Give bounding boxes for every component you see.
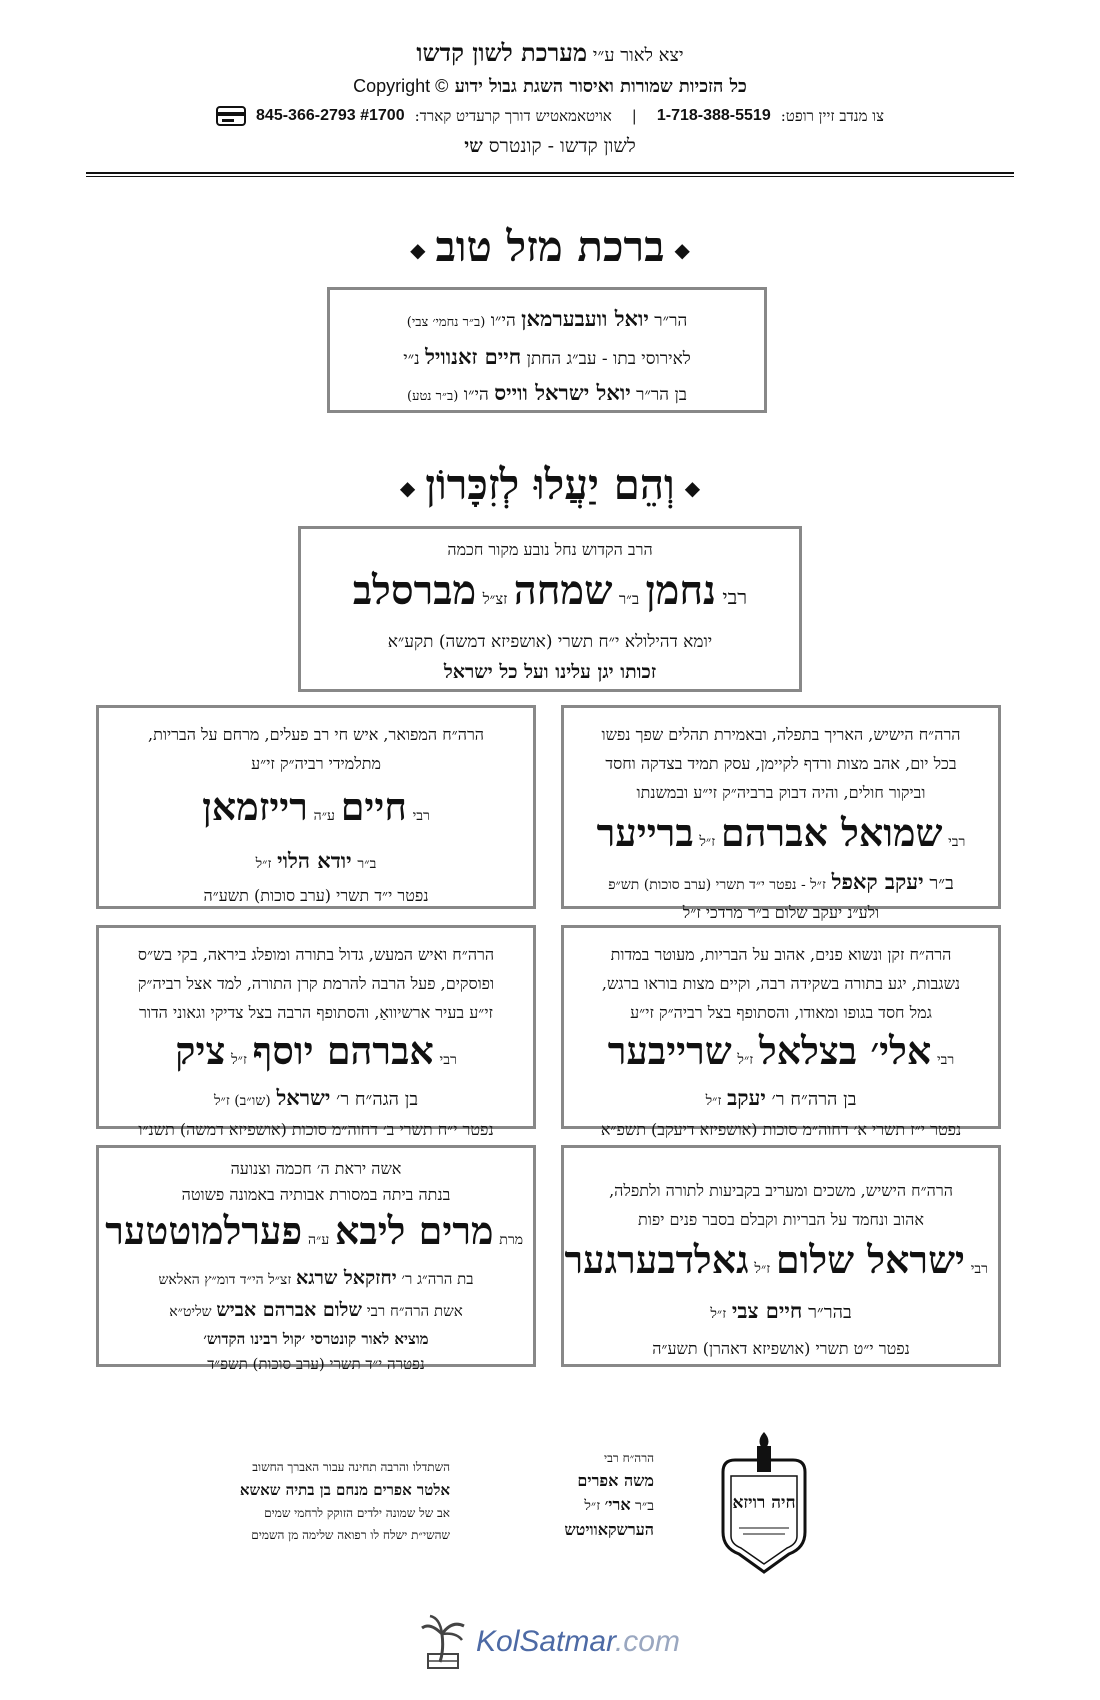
credit-card-icon <box>216 106 246 126</box>
memorial-foot: נפטרה י״ד תשרי (ערב סוכות) תשפ״ד <box>207 1355 425 1373</box>
name: אלטר אפרים מנחם בן בתיה שאשא <box>239 1481 450 1499</box>
text: (ב״ר נטע) <box>407 389 459 404</box>
text: שליט״א <box>169 1304 212 1320</box>
memorial-title-text: וְהֵם יַעֲלוּ לְזִכָּרוֹן <box>425 460 675 509</box>
name: חיים זאנוויל <box>425 344 522 369</box>
kuntres-line <box>86 130 1014 162</box>
kolsatmar-logo[interactable] <box>420 1612 680 1672</box>
name: יעקב <box>727 1085 766 1110</box>
memorial-father <box>109 1084 523 1115</box>
text: ז״ל <box>584 1498 601 1514</box>
name: חיים צבי <box>731 1298 803 1323</box>
copyright-line <box>86 71 1014 102</box>
memorial-father <box>574 1084 988 1115</box>
mazal-line-2 <box>330 340 764 376</box>
name: יודא הלוי <box>277 848 352 873</box>
mazal-line-3 <box>330 376 764 414</box>
text: בת הרה״ג ר׳ <box>401 1270 474 1288</box>
text: ב״ר <box>929 873 954 894</box>
nachman-yahrzeit: יומא דהילולא י״ח תשרי (אושפיזא דמשה) תקע״א <box>387 632 713 652</box>
name: מרים ליבא <box>334 1208 494 1253</box>
copyright-text: Copyright © <box>353 76 449 96</box>
text: ב״ר <box>357 856 377 872</box>
text: בנתה ביתה במסורת אבותיה באמונה פשוטה <box>181 1185 451 1204</box>
text: אשת הרה״ח רבי <box>366 1302 463 1320</box>
text: הרה״ח ואיש המעש, גדול בתורה ומופלג ביראה, בקי בש״ס <box>137 945 495 964</box>
nachman-epithet: הרב הקדוש נחל נובע מקור חכמה <box>447 540 653 559</box>
name: משה אפרים <box>577 1471 654 1490</box>
memorial-name <box>105 1208 523 1263</box>
text: השתדלו והרבה תחינה עבור האברך החשוב <box>252 1460 450 1474</box>
text: (ב״ר נחמי׳ צבי) <box>406 315 486 330</box>
memorial-foot: נפטר י״ח תשרי ב׳ דחוה״מ סוכות (אושפיזא דמשה) תשנ״ו <box>138 1120 494 1139</box>
text: ז״ל <box>255 856 272 872</box>
text: אהוב ונחמד על הבריות וקבלם בסבר פנים יפות <box>638 1210 924 1229</box>
name: שמחה <box>513 567 613 614</box>
memorial-father <box>109 845 523 880</box>
name: יעקב קאפל <box>831 869 924 894</box>
text: .com <box>614 1625 680 1658</box>
name: ברייער <box>596 810 694 855</box>
text: בן הר״ר <box>636 385 687 405</box>
text: רבי <box>948 834 966 850</box>
name: שלום אברהם אביש <box>216 1299 362 1321</box>
text: רבי <box>970 1261 988 1277</box>
text: בהר״ר <box>808 1302 852 1323</box>
diamond-icon: ◆ <box>674 238 690 262</box>
text: זצ״ל <box>482 590 508 608</box>
text: ב״ר <box>618 590 640 608</box>
text: אשה יראת ה׳ חכמה וצנועה <box>230 1159 402 1178</box>
mazal-line-1 <box>330 302 764 340</box>
nachman-merit: זכותו יגן עלינו ועל כל ישראל <box>443 661 657 683</box>
name: יואל ישראל ווייס <box>494 380 631 405</box>
text: מרת <box>499 1232 523 1248</box>
card-label: אויטאמאטיש דורך קרעדיט קארד: <box>414 107 612 125</box>
name: חיים <box>340 784 407 829</box>
card-phone: 845-366-2793 #1700 <box>256 107 405 124</box>
footer-dedication-1 <box>536 1448 654 1543</box>
text: נשגבות, יגע בתורה בשקידה רבה, וקיים מצות בוראו ברגש, <box>601 974 961 993</box>
text: ז״ל <box>705 1093 722 1109</box>
candle-name: חיה רויזא <box>732 1493 796 1513</box>
site-name <box>476 1625 680 1659</box>
memorial-box-schreiber <box>561 925 1001 1139</box>
text: ז״ל <box>699 834 716 850</box>
memorial-publisher-note: מוציא לאור קונטרסי ׳קול רבינו הקדוש׳ <box>203 1330 429 1348</box>
text: הרה״ח הישיש, האריך בתפלה, ובאמירת תהלים שפך נפשו <box>601 725 961 744</box>
name: הערשקאוויטש <box>564 1520 654 1539</box>
text: רבי <box>722 585 748 609</box>
text: ז״ל <box>710 1306 727 1322</box>
donate-phone: 1-718-388-5519 <box>656 107 771 124</box>
text: הי״ו <box>490 311 516 331</box>
memorial-name <box>564 1234 988 1295</box>
header-rule <box>86 172 1014 174</box>
memorial-father <box>574 1295 988 1330</box>
rebbe-nachman-box <box>298 526 802 692</box>
text: נ״י <box>403 349 420 369</box>
memorial-foot: נפטר י״ט תשרי (אושפיזא דאהרן) תשע״ה <box>652 1339 910 1358</box>
text: שהשי״ת ישלח לו רפואה שלימה מן השמים <box>251 1528 450 1542</box>
text: (שו״ב) ז״ל <box>213 1093 271 1109</box>
name: נחמן <box>645 567 717 614</box>
memorial-husband <box>109 1295 523 1327</box>
memorial-box-breuer <box>561 705 1001 922</box>
text: הר״ר <box>654 311 688 331</box>
name: יחזקאל שרגא <box>296 1267 397 1289</box>
text: זי״ע בעיר ארשיוואַ, והסתופף הרבה בצל צדיקי וגאוני הדור <box>139 1003 493 1022</box>
father-line <box>536 1494 654 1517</box>
text: ע״ה <box>307 1232 330 1248</box>
publisher-line <box>86 38 1014 71</box>
nachman-name <box>301 563 799 627</box>
name: שרייבער <box>607 1028 732 1073</box>
memorial-name <box>574 807 988 868</box>
name: רייזמאן <box>202 784 308 829</box>
name: ציק <box>175 1028 226 1073</box>
text: רבי <box>412 808 430 824</box>
text: הרה״ח רבי <box>604 1451 654 1465</box>
diamond-icon: ◆ <box>684 476 701 500</box>
text: בכל יום, אהב מצות ורדף לקיימן, עסק תמיד בצדקה וחסד <box>605 754 957 773</box>
text: הרה״ח הישיש, משכים ומעריב בקביעות לתורה ולתפלה, <box>609 1181 953 1200</box>
memorial-name <box>574 1027 988 1084</box>
text: זצ״ל הי״ד דומ״ץ האלאש <box>158 1272 292 1288</box>
publisher-name: מערכת לשון קדשו <box>416 38 588 67</box>
mazal-tov-box <box>327 287 767 413</box>
text: רבי <box>937 1052 955 1068</box>
text: ז״ל <box>737 1052 754 1068</box>
text: ז״ל - נפטר י״ד תשרי (ערב סוכות) תש״פ <box>608 877 826 893</box>
donate-label: צו מנדב זיין רופט: <box>780 107 884 125</box>
text: ז״ל <box>231 1052 247 1068</box>
text: הרה״ח זקן ונשוא פנים, אהוב על הבריות, מעוטר במדות <box>610 945 952 964</box>
memorial-name <box>109 1027 523 1084</box>
mazal-tov-text: ברכת מזל טוב <box>435 222 665 271</box>
diamond-icon: ◆ <box>410 238 426 262</box>
text: מתלמידי רביה״ק זי״ע <box>251 754 381 773</box>
memorial-father <box>109 1263 523 1295</box>
memorial-father <box>574 868 988 899</box>
text: ב״ר <box>635 1498 654 1514</box>
memorial-box-goldberger <box>561 1145 1001 1367</box>
candle-emblem-icon <box>713 1432 815 1578</box>
header <box>86 38 1014 162</box>
memorial-box-perlmutter <box>96 1145 536 1373</box>
text: הרה״ח המפואר, איש חי רב פעלים, מרחם על הבריות, <box>148 725 484 744</box>
name: ארי׳ <box>604 1495 631 1514</box>
memorial-foot: נפטר י״ד תשרי (ערב סוכות) תשע״ה <box>203 886 429 905</box>
kuntres-prefix: לשון קדשו - קונטרס <box>488 135 636 157</box>
memorial-box-tzik <box>96 925 536 1139</box>
diamond-icon: ◆ <box>399 476 416 500</box>
text: ופוסקים, פעל הרבה להרמת קרן התורה, למד אצל רביה״ק <box>137 974 495 993</box>
memorial-foot: ולע״נ יעקב שלום ב״ר מרדכי ז״ל <box>682 903 880 922</box>
text: רבי <box>439 1052 457 1068</box>
donation-line <box>86 102 1014 130</box>
text: בן הגה״ח ר׳ <box>336 1089 419 1110</box>
palm-tree-icon <box>420 1614 466 1670</box>
text: אב של שמונה ילדים הזוקק לרחמי שמים <box>264 1506 450 1520</box>
text: KolSatmar <box>476 1625 615 1658</box>
mazal-tov-title <box>0 222 1100 272</box>
text: ע״ה <box>313 808 335 824</box>
memorial-foot: נפטר י״ז תשרי א׳ דחוה״מ סוכות (אושפיזא דיעקב) תשפ״א <box>600 1120 962 1139</box>
publisher-prefix: יצא לאור ע״י <box>592 45 684 66</box>
memorial-box-reizman <box>96 705 536 909</box>
name: אלי׳ בצלאל <box>758 1028 932 1073</box>
text: לאירוסי בתו - עב״ג החתן <box>526 349 691 369</box>
text: הי״ו <box>463 385 489 405</box>
name: שמואל אברהם <box>720 810 943 855</box>
name: ישראל <box>276 1085 331 1110</box>
name: יואל וועבערמאן <box>521 306 649 331</box>
name: אברהם יוסף <box>252 1028 434 1073</box>
text: גמל חסד בגופו ומאודו, והסתופף בצל רביה״ק זי״ע <box>630 1003 932 1022</box>
header-rule-thin <box>86 176 1014 177</box>
footer-prayer-request <box>200 1456 450 1546</box>
memorial-title <box>0 460 1100 510</box>
text: וביקור חולים, והיה דבוק ברביה״ק זי״ע ובמשנתו <box>636 783 926 802</box>
kuntres-name: שי <box>464 135 483 157</box>
name: ישראל שלום <box>775 1237 965 1282</box>
rights-text: כל הזכיות שמורות ואיסור השגת גבול ידוע <box>454 76 747 97</box>
text: ז״ל <box>754 1261 771 1277</box>
text: בן הרה״ח ר׳ <box>771 1089 857 1110</box>
name: גאלדבערגער <box>564 1237 749 1282</box>
divider: | <box>631 107 637 125</box>
memorial-name <box>109 778 523 845</box>
name: פערלמוטטער <box>105 1208 303 1253</box>
name: מברסלב <box>352 567 477 614</box>
